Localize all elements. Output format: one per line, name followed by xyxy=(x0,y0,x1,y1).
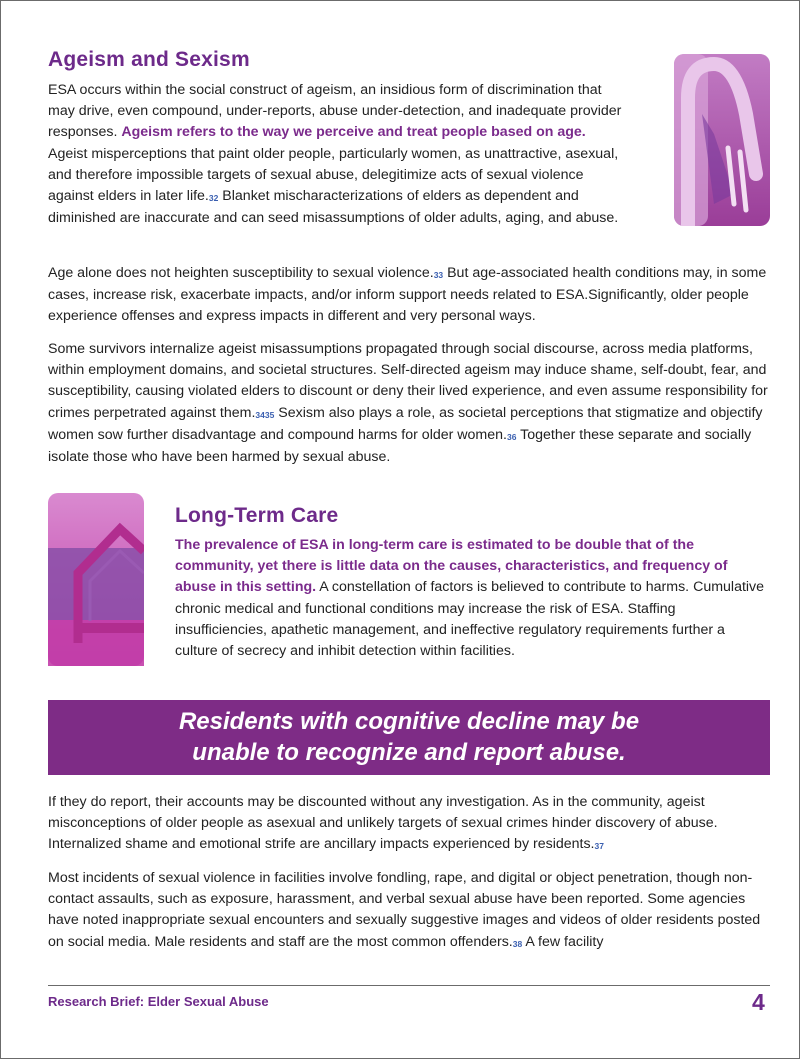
body-text: Blanket mischaracterizations of elders as dependent and diminished are inaccurate and can seed misassumptions of older adults, aging, and abuse. xyxy=(48,188,619,227)
ageism-paragraph-2 xyxy=(48,263,770,328)
citation-ref[interactable]: 32 xyxy=(208,193,219,204)
citation-ref[interactable]: 37 xyxy=(594,841,604,852)
body-text: A few facility xyxy=(522,933,604,950)
body-text: Some survivors internalize ageist misassumptions propagated through social discourse, across media platforms, within employment domains, and societal structures. Self-directed ageism may induce shame, self-doubt, fear, and susceptibility, causing violated elders to discount or deny their lived experience, and even assume responsibility for crimes perpetrated against them. xyxy=(48,341,768,421)
body-text: Together these separate and socially isolate those who have been harmed by sexual abuse. xyxy=(48,426,752,466)
house-image xyxy=(48,493,144,666)
ltc-heading: Long-Term Care xyxy=(175,504,339,527)
after-paragraph-2 xyxy=(48,868,770,954)
ltc-paragraph-1 xyxy=(175,535,770,662)
citation-ref[interactable]: 35 xyxy=(264,409,275,420)
banner-line-2: unable to recognize and report abuse. xyxy=(192,739,626,766)
body-text: Sexism also plays a role, as societal perceptions that stigmatize and objectify women sow further disadvantage and compound harms for older women. xyxy=(48,404,763,443)
body-text: But age-associated health conditions may, in some cases, increase risk, exacerbate impacts, and/or inform support needs related to ESA.Significantly, older people experience offenses and express impacts in different and very personal ways. xyxy=(48,265,767,325)
body-text: Most incidents of sexual violence in facilities involve fondling, rape, and digital or object penetration, though non-contact assaults, such as exposure, harassment, and verbal sexual abuse have been reported. Some agencies have noted inappropriate sexual encounters and sexually suggestive images and videos of older residents posted on social media. Male residents and staff are the most common offenders. xyxy=(48,870,761,950)
citation-ref[interactable]: 38 xyxy=(512,938,523,949)
highlight-text: The prevalence of ESA in long-term care is estimated to be double that of the community, yet there is little data on the causes, characteristics, and frequency of abuse in this setting. xyxy=(175,537,728,596)
body-text: Age alone does not heighten susceptibility to sexual violence. xyxy=(48,265,434,281)
ageism-heading: Ageism and Sexism xyxy=(48,48,250,71)
page-number: 4 xyxy=(752,989,765,1015)
body-text: ESA occurs within the social construct of ageism, an insidious form of discrimination that may drive, even compound, under-reports, abuse under-detection, and inadequate provider responses. xyxy=(48,82,622,141)
body-text: Ageist misperceptions that paint older people, particularly women, as unattractive, asexual, and therefore impossible targets of sexual abuse, delegitimize acts of sexual violence against elders in later life. xyxy=(48,145,619,205)
elder-cane-image xyxy=(674,54,770,226)
body-text: If they do report, their accounts may be discounted without any investigation. As in the community, ageist misconceptions of older people as asexual and unlikely targets of sexual crimes hinder discovery of abuse. Internalized shame and emotional strife are ancillary impacts experienced by residents. xyxy=(48,794,718,853)
callout-banner xyxy=(48,700,770,775)
footer-title: Research Brief: Elder Sexual Abuse xyxy=(48,994,269,1009)
banner-line-1: Residents with cognitive decline may be xyxy=(178,708,640,735)
after-paragraph-1 xyxy=(48,792,770,857)
body-text: A constellation of factors is believed to contribute to harms. Cumulative chronic medical and functional conditions may increase the risk of ESA. Staffing insufficiencies, apathetic management, and ineffective regulatory requirements further a culture of secrecy and inhibit detection within facilities. xyxy=(175,579,765,660)
footer-divider xyxy=(48,985,770,986)
citation-ref[interactable]: 33 xyxy=(433,270,444,280)
citation-ref[interactable]: 36 xyxy=(506,431,517,442)
citation-ref[interactable]: 34 xyxy=(255,409,265,420)
highlight-text: Ageism refers to the way we perceive and treat people based on age. xyxy=(121,124,586,141)
ageism-paragraph-1 xyxy=(48,80,628,229)
ageism-paragraph-3 xyxy=(48,339,770,468)
